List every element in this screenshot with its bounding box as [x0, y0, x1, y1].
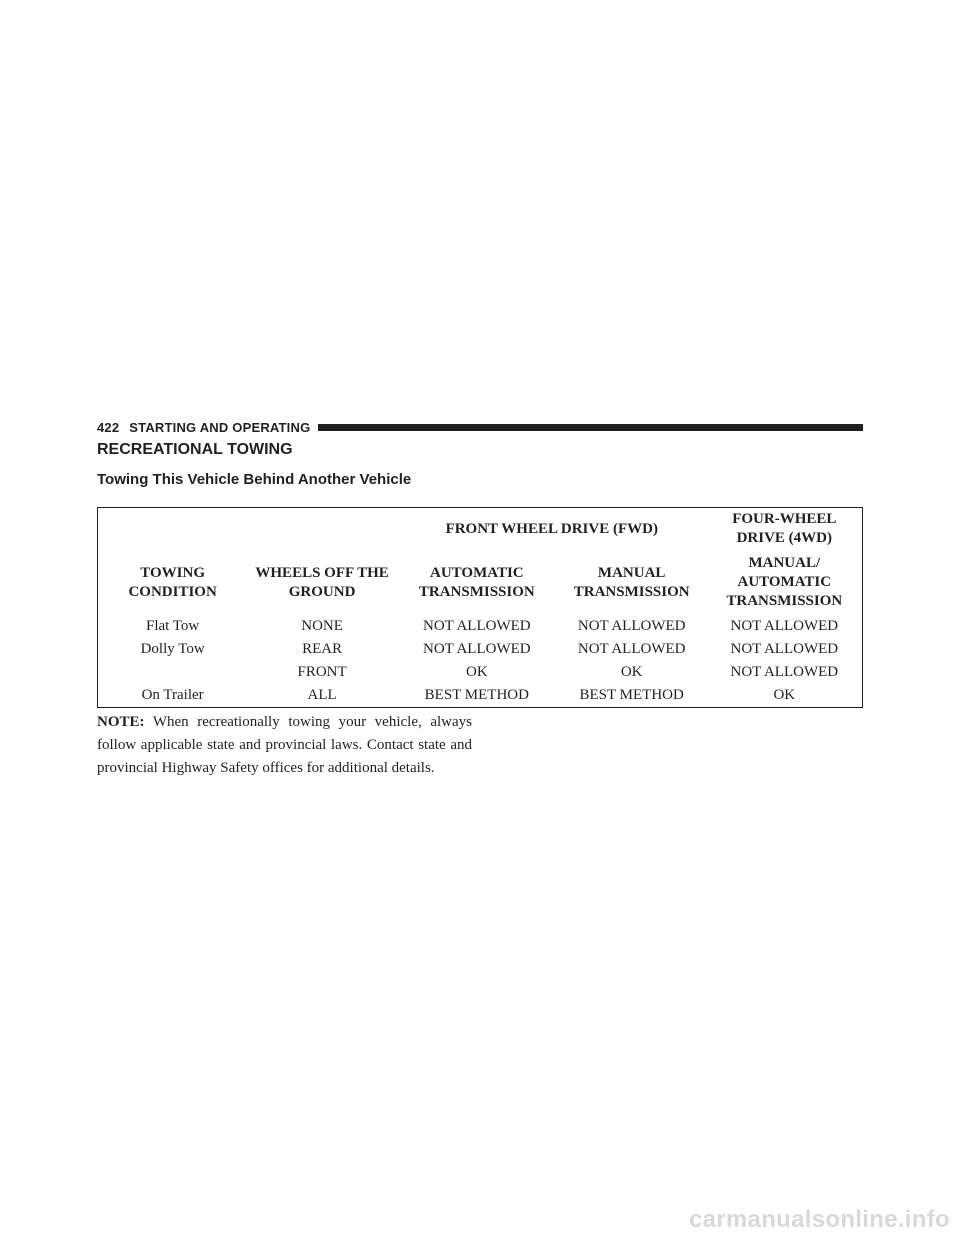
- header-wheels-off-ground: WHEELS OFF THE GROUND: [255, 564, 389, 600]
- table-cell: BEST METHOD: [557, 684, 707, 708]
- watermark: carmanualsonline.info: [688, 1206, 950, 1233]
- table-cell: OK: [465, 664, 488, 680]
- table-row: [98, 638, 863, 661]
- 4wd-group-header: FOUR-WHEEL DRIVE (4WD): [707, 508, 863, 551]
- header-automatic-transmission: AUTOMATIC TRANSMISSION: [418, 564, 535, 600]
- header-manual-transmission: MANUAL TRANSMISSION: [573, 564, 690, 600]
- table-group-header-row: [98, 508, 863, 551]
- table-cell: [98, 661, 248, 684]
- note-label: NOTE:: [97, 714, 145, 730]
- table-cell: ALL: [247, 684, 397, 708]
- subsection-heading: Towing This Vehicle Behind Another Vehicle: [97, 471, 412, 488]
- note-paragraph: [97, 711, 472, 780]
- fwd-group-header: FRONT WHEEL DRIVE (FWD): [397, 508, 707, 551]
- table-column-header-row: [98, 550, 863, 615]
- table-cell: NOT ALLOWED: [423, 618, 531, 634]
- table-cell: On Trailer: [98, 684, 248, 708]
- header-rule: [318, 424, 863, 431]
- table-cell: NOT ALLOWED: [423, 641, 531, 657]
- table-empty-header-cell: [98, 508, 397, 551]
- table-cell: NOT ALLOWED: [577, 618, 686, 634]
- table-row: [98, 615, 863, 638]
- table-cell: FRONT: [297, 664, 347, 680]
- table-row: [98, 661, 863, 684]
- header-manual-automatic-transmission: MANUAL/ AUTOMATIC TRANSMISSION: [707, 550, 863, 615]
- table-cell: OK: [707, 684, 863, 708]
- table-cell: NOT ALLOWED: [577, 641, 686, 657]
- table-cell: NONE: [301, 618, 343, 634]
- table-cell: NOT ALLOWED: [707, 661, 863, 684]
- towing-table: [97, 507, 863, 708]
- header-towing-condition: TOWING CONDITION: [98, 550, 248, 615]
- table-cell: OK: [620, 664, 643, 680]
- running-header: [97, 417, 863, 437]
- note-text: When recreationally towing your vehicle, always follow applicable state and provincial laws. Contact state and provincial Highway Safety offices for additional details.: [97, 714, 472, 776]
- page-number: 422: [97, 419, 120, 435]
- table-cell: Dolly Tow: [98, 638, 248, 661]
- table-cell: NOT ALLOWED: [707, 638, 863, 661]
- table-cell: BEST METHOD: [397, 684, 557, 708]
- table-cell: Flat Tow: [98, 615, 248, 638]
- table-cell: NOT ALLOWED: [707, 615, 863, 638]
- table-cell: REAR: [302, 641, 343, 657]
- section-name: STARTING AND OPERATING: [129, 419, 311, 435]
- section-heading: RECREATIONAL TOWING: [97, 441, 293, 458]
- table-row: [98, 684, 863, 708]
